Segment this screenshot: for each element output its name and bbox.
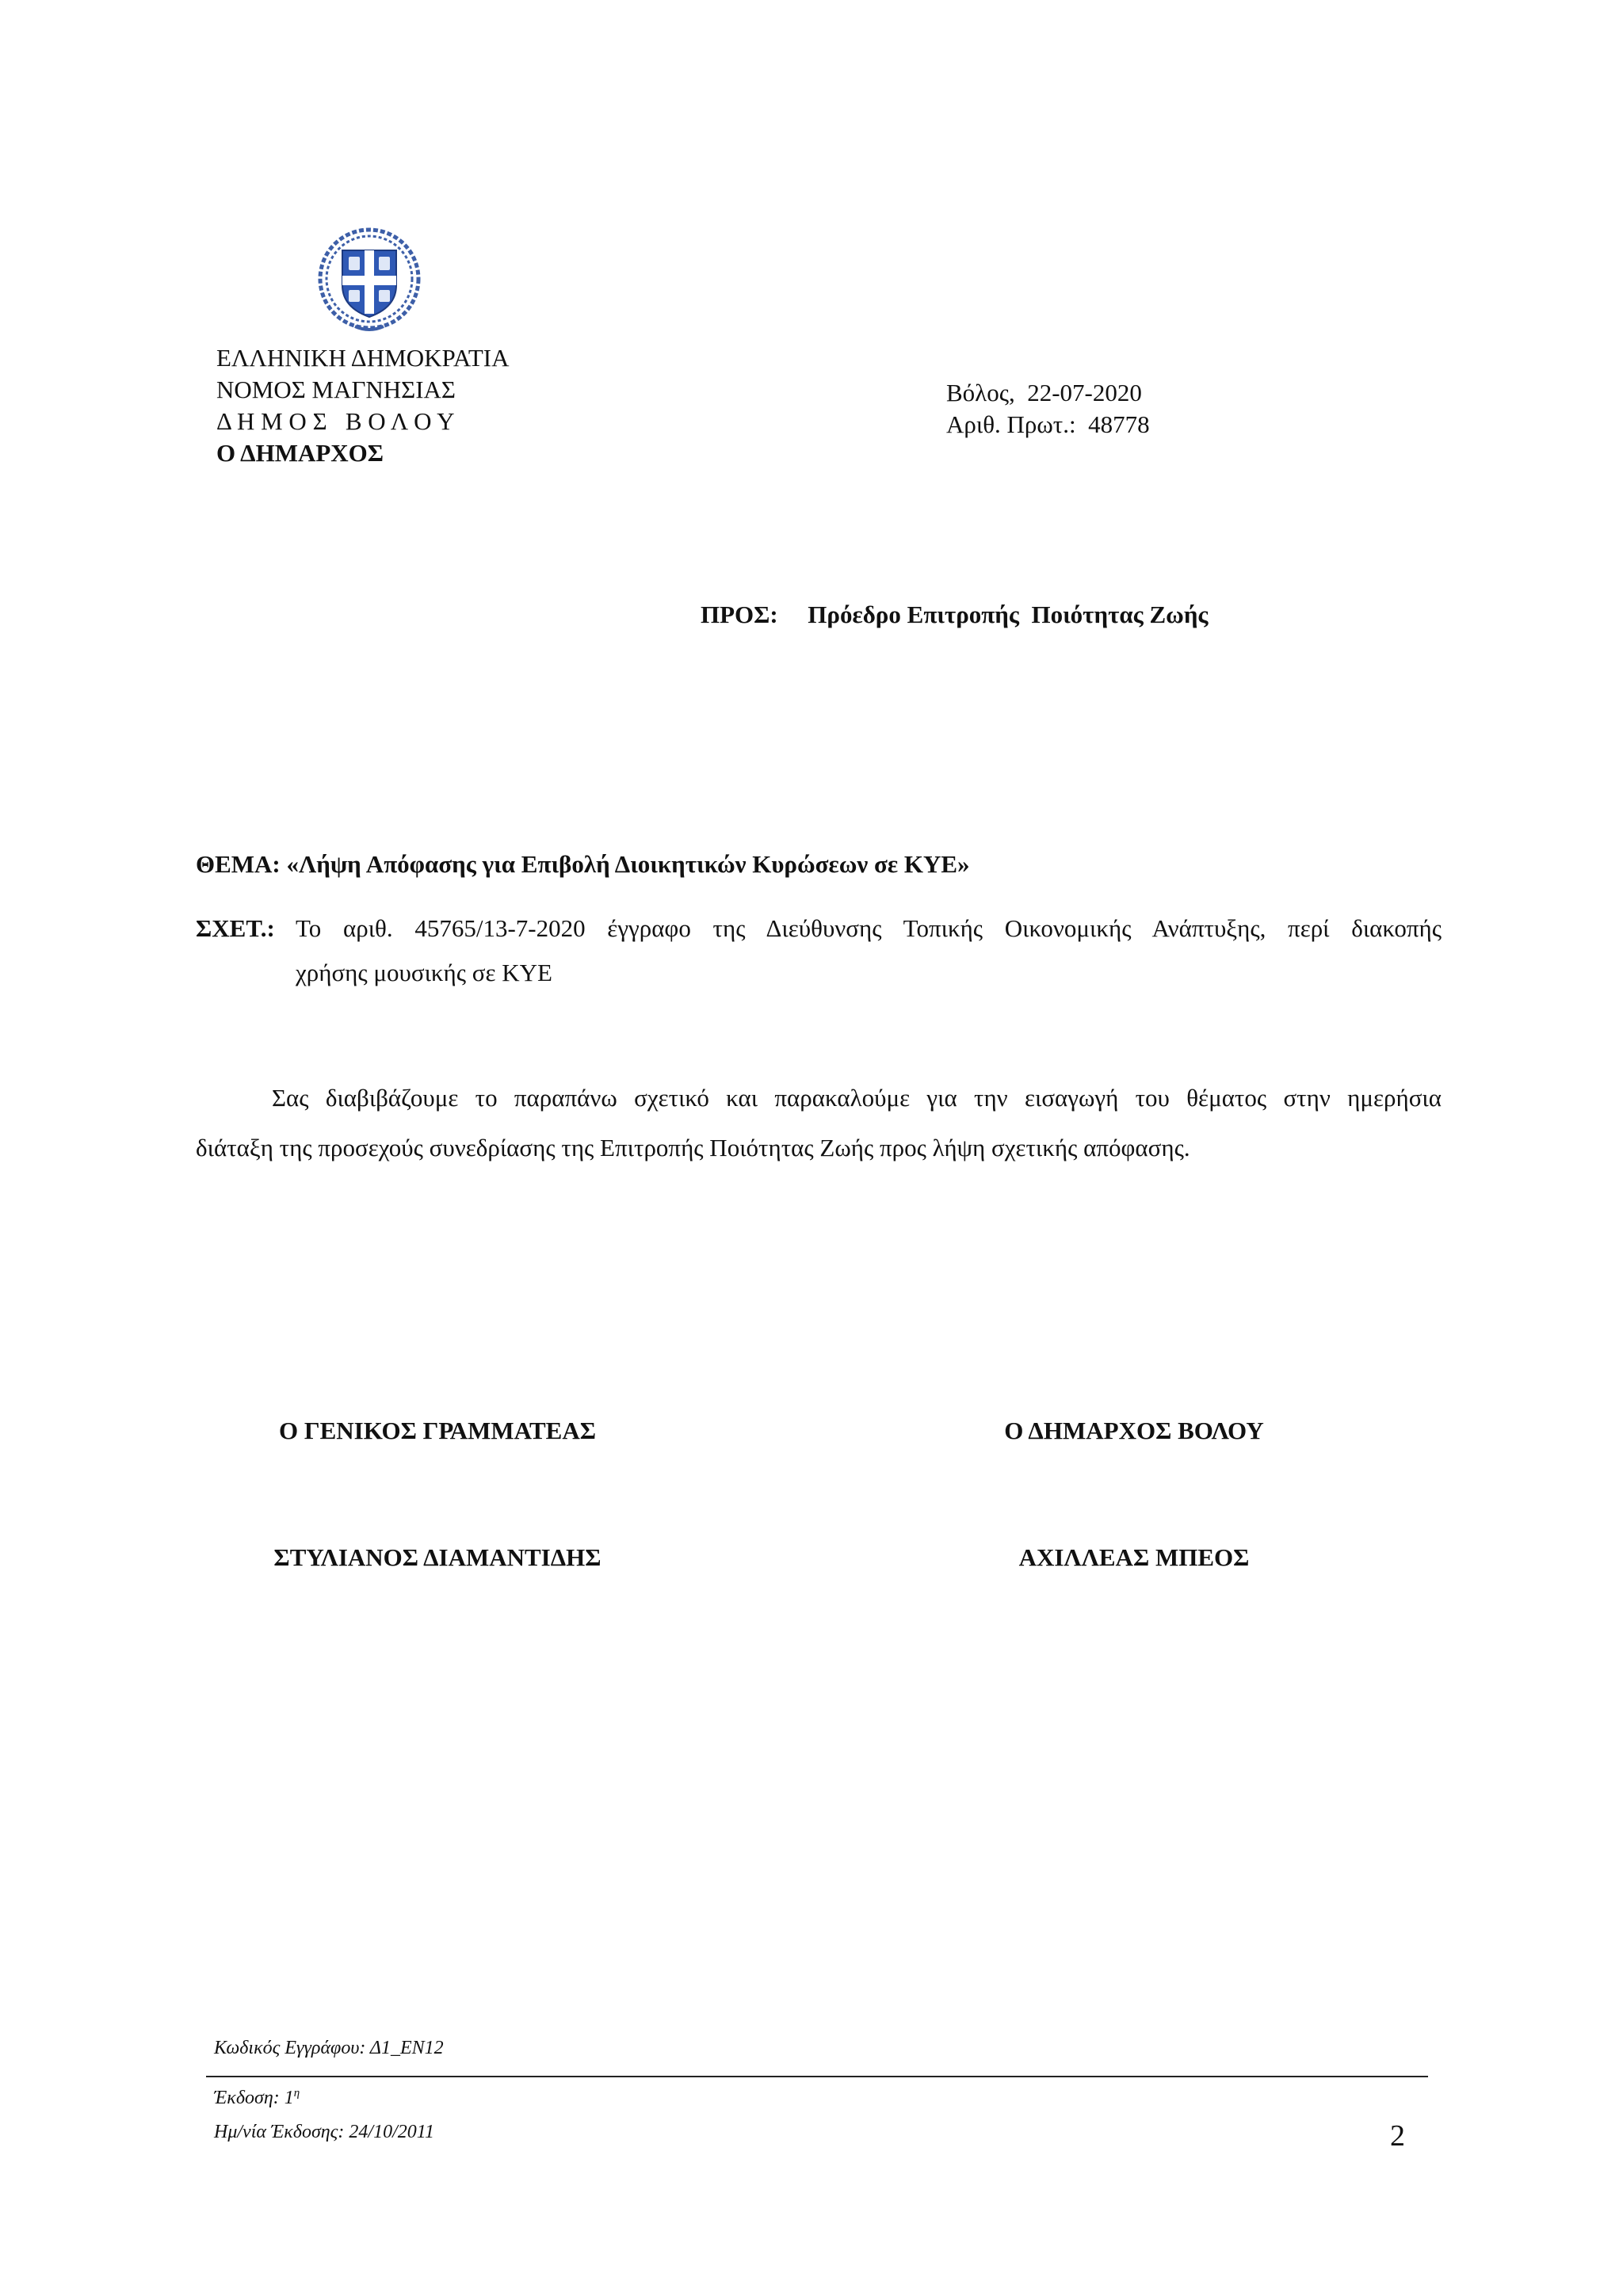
protocol-number: Αριθ. Πρωτ.: 48778	[946, 410, 1150, 438]
greek-coat-of-arms-icon	[314, 223, 425, 334]
signature-left-name: ΣΤΥΛΙΑΝΟΣ ΔΙΑΜΑΝΤΙΔΗΣ	[273, 1543, 601, 1571]
recipient-line	[701, 599, 1209, 631]
reference-text: Το αριθ. 45765/13-7-2020 έγγραφο της Διεύθυνσης Τοπικής Οικονομικής Ανάπτυξης, περί διακοπής	[296, 914, 1442, 942]
reference-label: ΣΧΕΤ.:	[196, 914, 275, 942]
header-mayor: Ο ΔΗΜΑΡΧΟΣ	[216, 439, 384, 467]
header-municipality: Δ Η Μ Ο Σ Β Ο Λ Ο Υ	[216, 407, 455, 435]
footer-edition-sup: η	[293, 2087, 300, 2100]
footer-edition-text: Έκδοση: 1	[214, 2088, 294, 2108]
header-prefecture: ΝΟΜΟΣ ΜΑΓΝΗΣΙΑΣ	[216, 376, 456, 403]
body-paragraph-line-2: διάταξη της προσεχούς συνεδρίασης της Επιτροπής Ποιότητας Ζωής προς λήψη σχετικής απόφασης.	[196, 1134, 1190, 1161]
signature-left-title: Ο ΓΕΝΙΚΟΣ ΓΡΑΜΜΑΤΕΑΣ	[278, 1417, 597, 1444]
footer-divider	[206, 2076, 1428, 2077]
footer-edition	[214, 2081, 300, 2110]
body-paragraph-line-1: Σας διαβιβάζουμε το παραπάνω σχετικό και παρακαλούμε για την εισαγωγή του θέματος στην ημερήσια	[272, 1084, 1442, 1112]
signature-right-name: ΑΧΙΛΛΕΑΣ ΜΠΕΟΣ	[1018, 1543, 1250, 1571]
page-number: 2	[1390, 2119, 1405, 2153]
footer-issue-date: Ημ/νία Έκδοσης: 24/10/2011	[214, 2122, 434, 2142]
place-date: Βόλος, 22-07-2020	[946, 379, 1142, 406]
footer-document-code: Κωδικός Εγγράφου: Δ1_ΕΝ12	[214, 2038, 444, 2058]
signature-right-title: Ο ΔΗΜΑΡΧΟΣ ΒΟΛΟΥ	[1004, 1417, 1264, 1444]
subject-line: ΘΕΜΑ: «Λήψη Απόφασης για Επιβολή Διοικητικών Κυρώσεων σε ΚΥΕ»	[196, 850, 970, 878]
reference-text-continued: χρήσης μουσικής σε ΚΥΕ	[296, 959, 552, 986]
recipient-value: Πρόεδρο Επιτροπής Ποιότητας Ζωής	[808, 601, 1209, 628]
header-country: ΕΛΛΗΝΙΚΗ ΔΗΜΟΚΡΑΤΙΑ	[216, 344, 510, 372]
recipient-label: ΠΡΟΣ:	[701, 601, 778, 628]
